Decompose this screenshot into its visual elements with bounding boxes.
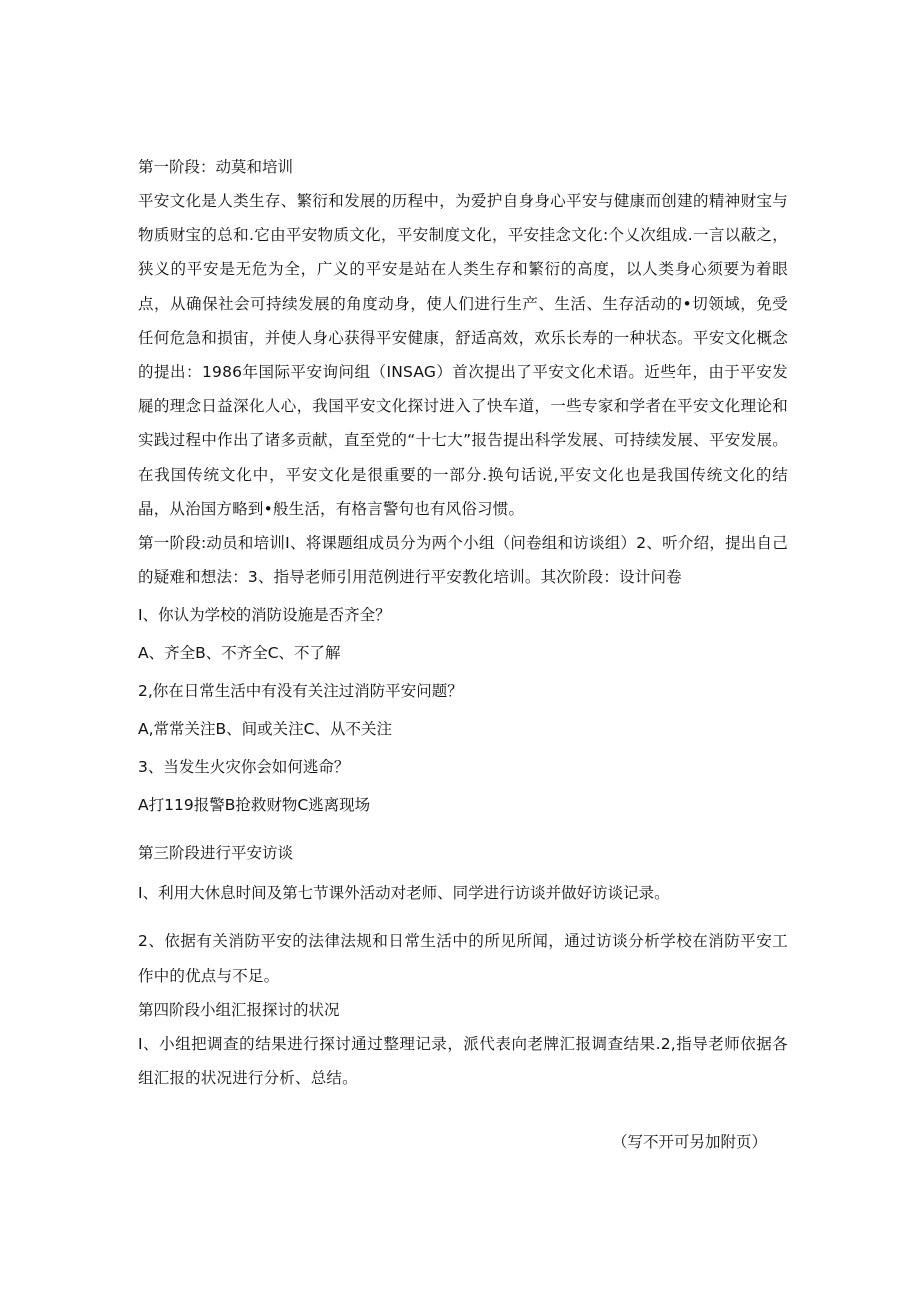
- stage3-item-2: 2、依据有关消防平安的法律法规和日常生活中的所见所闻，通过访谈分析学校在消防平安工作中的优点与不足。: [138, 932, 788, 985]
- question-3: 3、当发生火灾你会如何逃命？: [138, 758, 350, 777]
- stage4-title: 第四阶段小组汇报探讨的状况: [138, 1000, 340, 1019]
- stage1-title: 第一阶段：动莫和培训: [138, 158, 294, 176]
- question-2: 2,你在日常生活中有没有关注过消防平安问题？: [138, 682, 463, 701]
- intro-paragraph: 平安文化是人类生存、繁衍和发展的历程中，为爱护自身身心平安与健康而创建的精神财宝与物质财宝的总和.它由平安物质文化，平安制度文化，平安挂念文化:个乂次组成.一言以蔽之，狭义的平安是无危为全，广义的平安是站在人类生存和繁衍的高度，以人类身心须要为着眼点，从确保社会可持续发展的角度动身，使人们进行生产、生活、生存活动的•切领域，免受任何危急和损宙，并使人身心获得平安健康，舒适高效，欢乐长寿的一种状态。平安文化概念的提出：1986年国际平安询问组（INSAG）首次提出了平安文化术语。近些年，由于平安发屣的理念日益深化人心，我国平安文化探讨进入了快车道，一些专家和学者在平安文化理论和实践过程中作出了诸多贡献，直至党的“十七大”报告提出科学发展、可持续发展、平安发展。在我国传统文化中，平安文化是很重要的一部分.换句话说,平安文化也是我国传统文化的结晶，从治国方略到•般生活，有格言警句也有风俗习惯。: [138, 192, 788, 518]
- question-3-options: A打119报警B抢救财物C逃离现场: [138, 796, 371, 815]
- footer-note: （写不开可另加附页）: [612, 1133, 768, 1151]
- stage1-detail-paragraph: 第一阶段:动员和培训I、将课题组成员分为两个小组（问卷组和访谈组）2、听介绍，提出自己的疑难和想法：3、指导老师引用范例进行平安教化培训。其次阶段：设计问卷: [138, 534, 788, 587]
- question-1: I、你认为学校的消防设施是否齐全？: [138, 606, 391, 625]
- question-1-options: A、齐全B、不齐全C、不了解: [138, 644, 341, 663]
- question-2-options: A,常常关注B、间或关注C、从不关注: [138, 720, 392, 739]
- document-body: [138, 150, 788, 1095]
- stage3-item-1: I、利用大休息时间及第七节课外活动对老师、同学进行访谈并做好访谈记录。: [138, 884, 670, 903]
- stage4-item: I、小组把调查的结果进行探讨通过整理记录，派代表向老牌汇报调查结果.2,指导老师依据各组汇报的状况进行分析、总结。: [138, 1034, 788, 1088]
- stage3-title: 第三阶段进行平安访谈: [138, 844, 294, 863]
